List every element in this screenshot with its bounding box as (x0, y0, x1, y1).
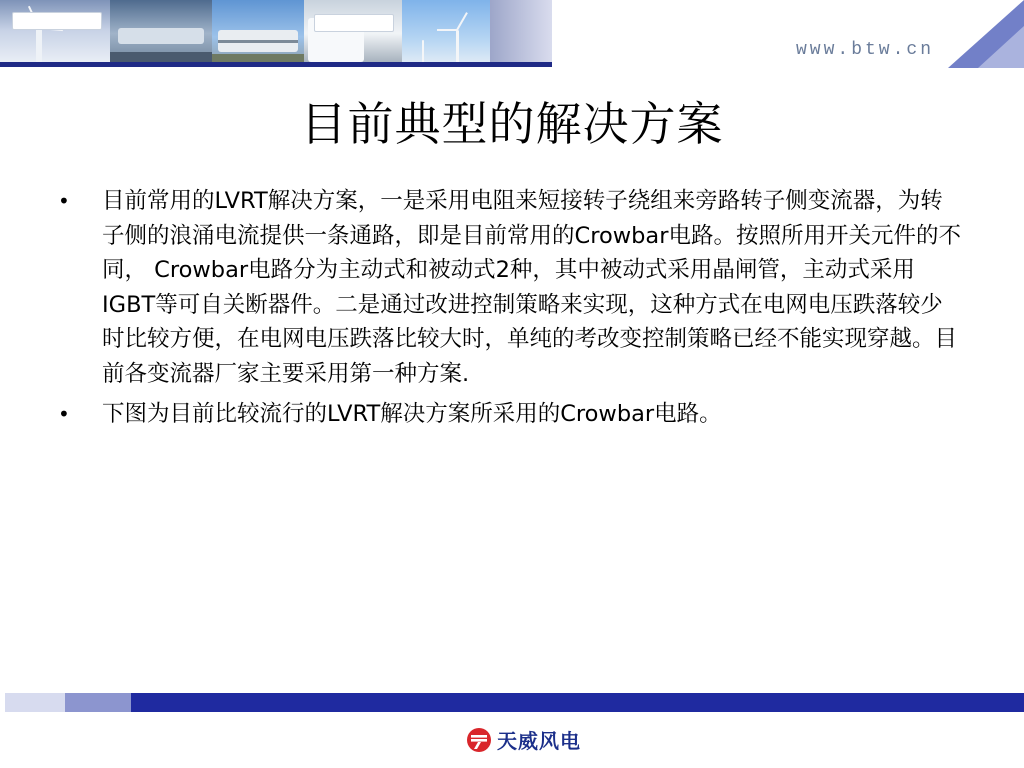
bullet-item (56, 397, 962, 432)
header-photo-nacelle (304, 0, 402, 67)
photo-brand-tag-2 (314, 14, 394, 32)
header-accent-bar (0, 62, 552, 67)
header-photo-strip (0, 0, 552, 67)
bullet-marker: • (58, 189, 70, 213)
footer-band (0, 693, 1024, 712)
bullet-text: 下图为目前比较流行的LVRT解决方案所采用的Crowbar电路。 (102, 401, 722, 427)
header-photo-building (212, 0, 304, 67)
header-photo-wind-farm (402, 0, 490, 67)
header-photo-turbine (0, 0, 110, 67)
bullet-list (56, 184, 962, 438)
header-photo-factory-hall (110, 0, 212, 67)
header-photo-fade (490, 0, 552, 67)
photo-brand-tag (12, 12, 102, 30)
footer-logo-text: 天威风电 (497, 729, 581, 753)
bullet-marker: • (58, 402, 70, 426)
footer-logo (466, 725, 581, 754)
slide-title: 目前典型的解决方案 (300, 97, 724, 151)
bullet-item (56, 184, 962, 391)
tianwei-logo-icon (466, 727, 492, 753)
header-website-url: www.btw.cn (796, 40, 935, 60)
corner-wedge-decoration (948, 0, 1024, 68)
bullet-text: 目前常用的LVRT解决方案，一是采用电阻来短接转子绕组来旁路转子侧变流器，为转子侧的浪涌电流提供一条通路，即是目前常用的Crowbar电路。按照所用开关元件的不同， Crowbar电路分为主动式和被动式2种，其中被动式采用晶闸管，主动式采用IGBT等可自关断器件。二是通过改进控制策略来实现，这种方式在电网电压跌落较少时比较方便，在电网电压跌落比较大时，单纯的考改变控制策略已经不能实现穿越。目前各变流器厂家主要采用第一种方案. (102, 188, 961, 387)
